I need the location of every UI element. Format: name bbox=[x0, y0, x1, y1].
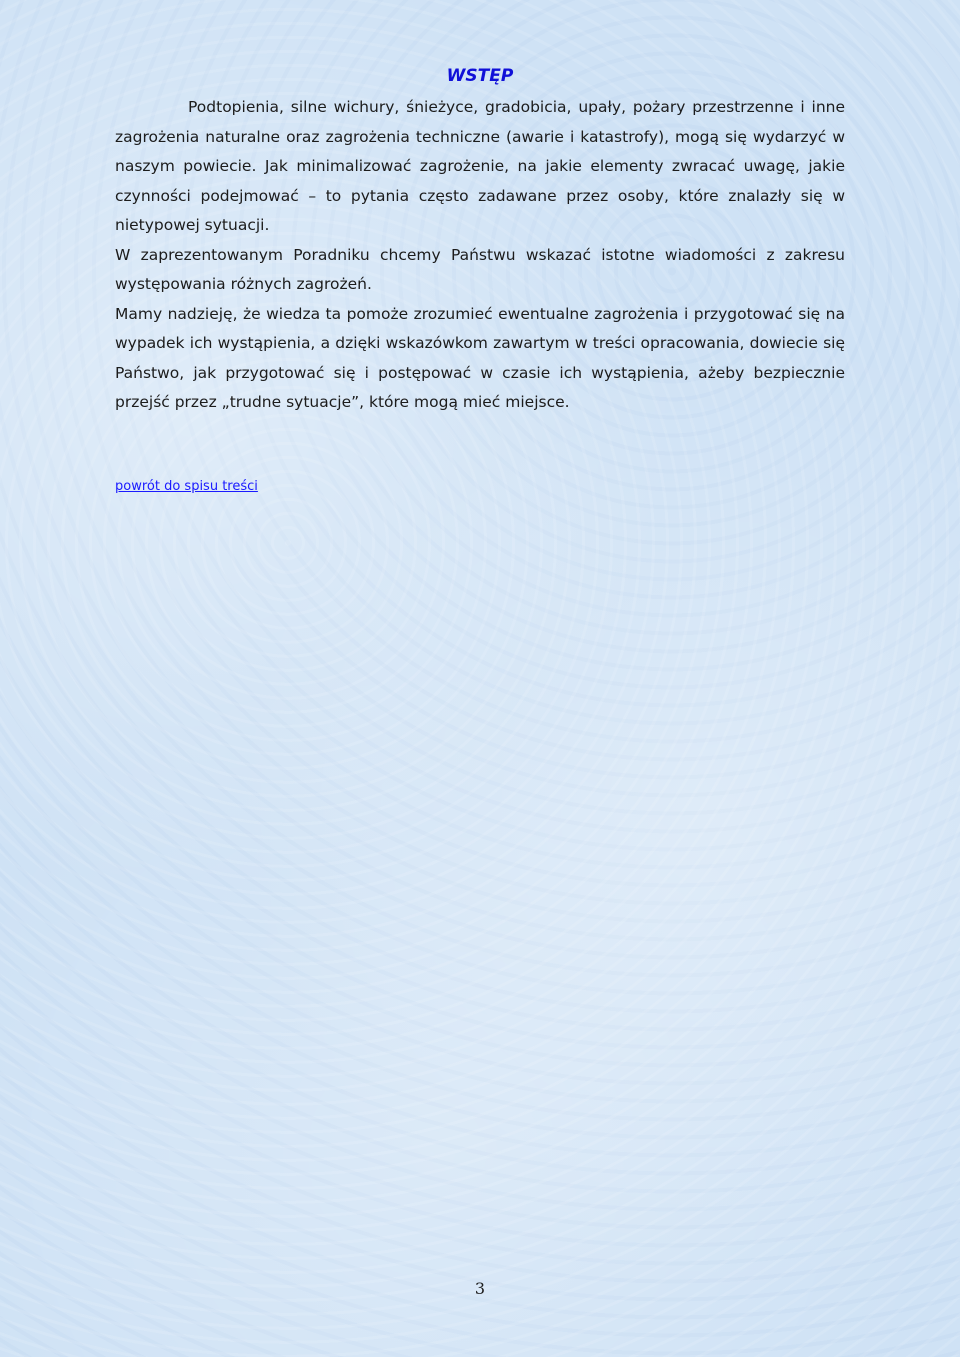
page-number: 3 bbox=[474, 1279, 486, 1298]
back-to-toc-link[interactable]: powrót do spisu treści bbox=[115, 479, 258, 494]
paragraph-intro: Podtopienia, silne wichury, śnieżyce, gradobicia, upały, pożary przestrzenne i inne zagrożenia naturalne oraz zagrożenia techniczne (awarie i katastrofy), mogą się wydarzyć w naszym powiecie. Jak minimalizować zagrożenie, na jakie elementy zwracać uwagę, jakie czynności podejmować – to pytania często zadawane przez osoby, które znalazły się w nietypowej sytuacji. bbox=[115, 98, 845, 234]
paragraph-guide: W zaprezentowanym Poradniku chcemy Państwu wskazać istotne wiadomości z zakresu występowania różnych zagrożeń. bbox=[115, 245, 845, 293]
page-title: WSTĘP bbox=[446, 66, 514, 86]
paragraph-hope: Mamy nadzieję, że wiedza ta pomoże zrozumieć ewentualne zagrożenia i przygotować się na wypadek ich wystąpienia, a dzięki wskazówkom zawartym w treści opracowania, dowiecie się Państwo, jak przygotować się i postępować w czasie ich wystąpienia, ażeby bezpiecznie przejść przez „trudne sytuacje”, które mogą mieć miejsce. bbox=[115, 304, 845, 411]
document-body bbox=[115, 93, 845, 418]
